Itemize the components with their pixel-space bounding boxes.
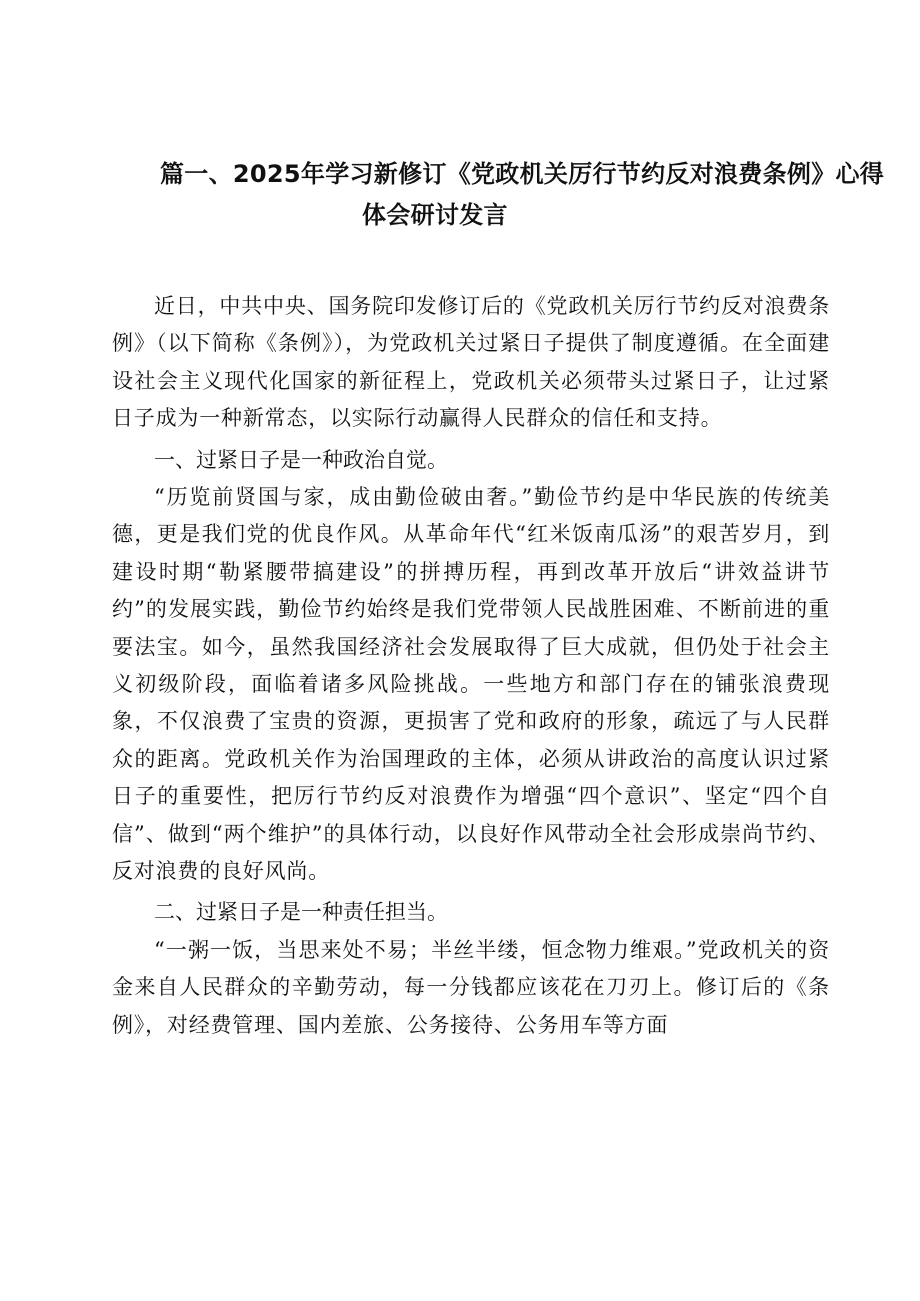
- document-body: [112, 288, 830, 1044]
- document-title-line1: 篇一、2025年学习新修订《党政机关厉行节约反对浪费条例》心得: [160, 160, 885, 188]
- intro-paragraph: 近日，中共中央、国务院印发修订后的《党政机关厉行节约反对浪费条例》（以下简称《条例》），为党政机关过紧日子提供了制度遵循。在全面建设社会主义现代化国家的新征程上，党政机关必须带头过紧日子，让过紧日子成为一种新常态，以实际行动赢得人民群众的信任和支持。: [112, 294, 830, 431]
- section-2-heading: 二、过紧日子是一种责任担当。: [154, 900, 448, 925]
- document-title-line2: 体会研讨发言: [362, 201, 508, 229]
- section-1-paragraph: “历览前贤国与家，成由勤俭破由奢。”勤俭节约是中华民族的传统美德，更是我们党的优良作风。从革命年代“红米饭南瓜汤”的艰苦岁月，到建设时期“勒紧腰带搞建设”的拼搏历程，再到改革开放后“讲效益讲节约”的发展实践，勤俭节约始终是我们党带领人民战胜困难、不断前进的重要法宝。如今，虽然我国经济社会发展取得了巨大成就，但仍处于社会主义初级阶段，面临着诸多风险挑战。一些地方和部门存在的铺张浪费现象，不仅浪费了宝贵的资源，更损害了党和政府的形象，疏远了与人民群众的距离。党政机关作为治国理政的主体，必须从讲政治的高度认识过紧日子的重要性，把厉行节约反对浪费作为增强“四个意识”、坚定“四个自信”、做到“两个维护”的具体行动，以良好作风带动全社会形成崇尚节约、反对浪费的良好风尚。: [112, 485, 830, 884]
- section-1-heading: 一、过紧日子是一种政治自觉。: [154, 447, 448, 472]
- section-2-paragraph: “一粥一饭，当思来处不易；半丝半缕，恒念物力维艰。”党政机关的资金来自人民群众的辛勤劳动，每一分钱都应该花在刀刃上。修订后的《条例》，对经费管理、国内差旅、公务接待、公务用车等方面: [112, 937, 830, 1037]
